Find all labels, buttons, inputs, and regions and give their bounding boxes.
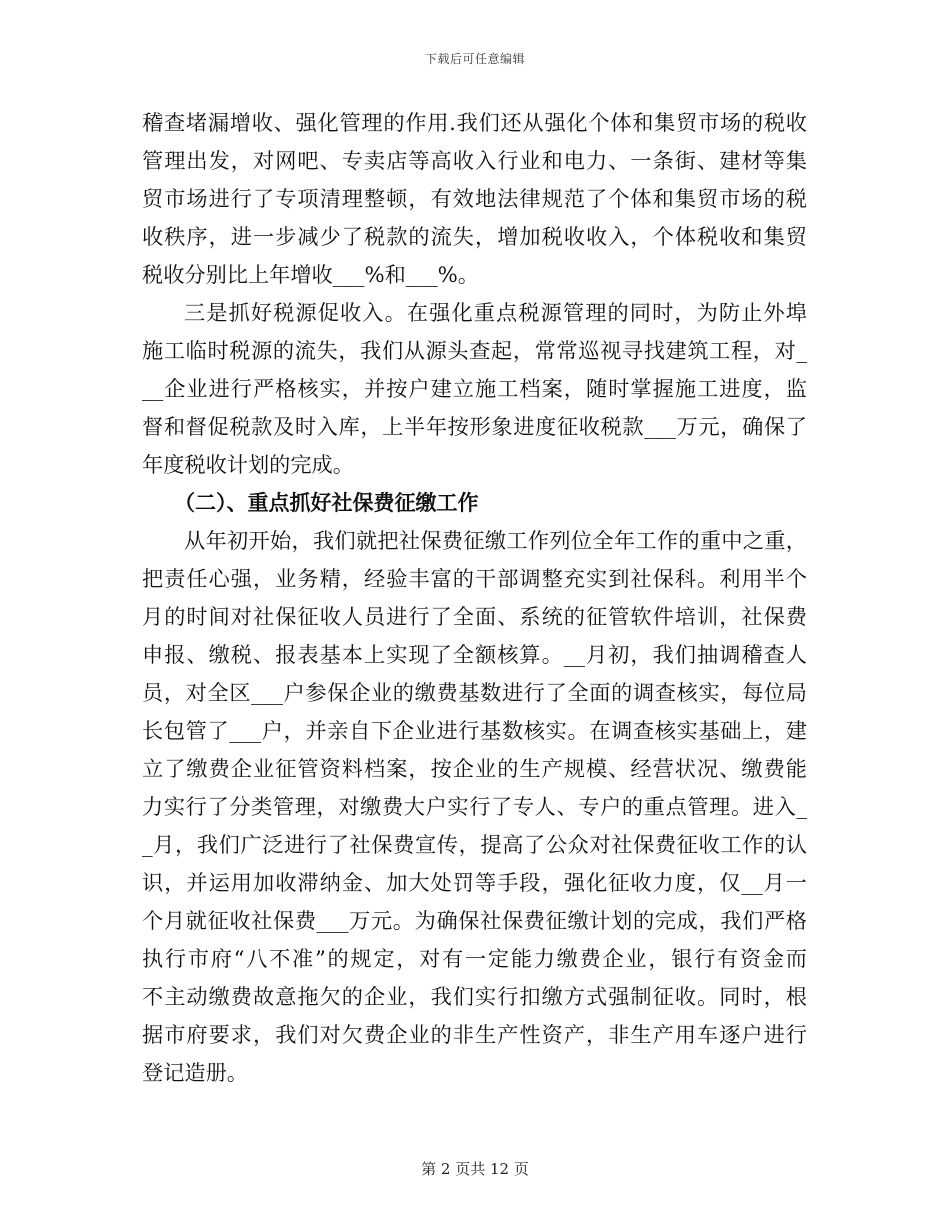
text-line: 贸市场进行了专项清理整顿，有效地法律规范了个体和集贸市场的税: [142, 186, 807, 211]
text-line: 长包管了___户，并亲自下企业进行基数核实。在调查核实基础上，建: [142, 718, 807, 743]
document-body: [142, 104, 807, 1092]
text-line: _月，我们广泛进行了社保费宣传，提高了公众对社保费征收工作的认: [142, 832, 807, 857]
text-line: 年度税收计划的完成。: [142, 452, 354, 477]
paragraph: [142, 294, 807, 484]
text-line: 力实行了分类管理，对缴费大户实行了专人、专户的重点管理。进入_: [142, 794, 807, 819]
text-line: 个月就征收社保费___万元。为确保社保费征缴计划的完成，我们严格: [142, 908, 807, 933]
text-line: 管理出发，对网吧、专卖店等高收入行业和电力、一条街、建材等集: [142, 148, 807, 173]
paragraph: [142, 522, 807, 1092]
text-line: 从年初开始，我们就把社保费征缴工作列位全年工作的重中之重，: [184, 528, 807, 553]
text-line: 立了缴费企业征管资料档案，按企业的生产规模、经营状况、缴费能: [142, 756, 807, 781]
text-line: 三是抓好税源促收入。在强化重点税源管理的同时，为防止外埠: [184, 300, 807, 325]
paragraph: [142, 104, 807, 294]
text-line: 据市府要求，我们对欠费企业的非生产性资产，非生产用车逐户进行: [142, 1022, 807, 1047]
text-line: 员，对全区___户参保企业的缴费基数进行了全面的调查核实，每位局: [142, 680, 807, 705]
page-number-footer: 第 2 页共 12 页: [421, 1160, 529, 1178]
text-line: 督和督促税款及时入库，上半年按形象进度征收税款___万元，确保了: [142, 414, 807, 439]
page-header: 下载后可任意编辑: [424, 52, 525, 66]
text-line: 税收分别比上年增收___%和___%。: [142, 262, 479, 287]
text-line: 识，并运用加收滞纳金、加大处罚等手段，强化征收力度，仅__月一: [142, 870, 807, 895]
text-line: 不主动缴费故意拖欠的企业，我们实行扣缴方式强制征收。同时，根: [142, 984, 807, 1009]
text-line: 收秩序，进一步减少了税款的流失，增加税收收入，个体税收和集贸: [142, 224, 807, 249]
text-line: 月的时间对社保征收人员进行了全面、系统的征管软件培训，社保费: [142, 604, 807, 629]
section-heading: （二）、重点抓好社保费征缴工作: [174, 490, 479, 515]
text-line: 把责任心强，业务精，经验丰富的干部调整充实到社保科。利用半个: [142, 566, 807, 591]
text-line: 申报、缴税、报表基本上实现了全额核算。__月初，我们抽调稽查人: [142, 642, 807, 667]
text-line: 施工临时税源的流失，我们从源头查起，常常巡视寻找建筑工程，对_: [142, 338, 807, 363]
text-line: 执行市府“八不准”的规定，对有一定能力缴费企业，银行有资金而: [142, 946, 807, 971]
text-line: 稽查堵漏增收、强化管理的作用.我们还从强化个体和集贸市场的税收: [142, 110, 807, 135]
text-line: 登记造册。: [142, 1060, 248, 1085]
text-line: __企业进行严格核实，并按户建立施工档案，随时掌握施工进度，监: [142, 376, 807, 401]
